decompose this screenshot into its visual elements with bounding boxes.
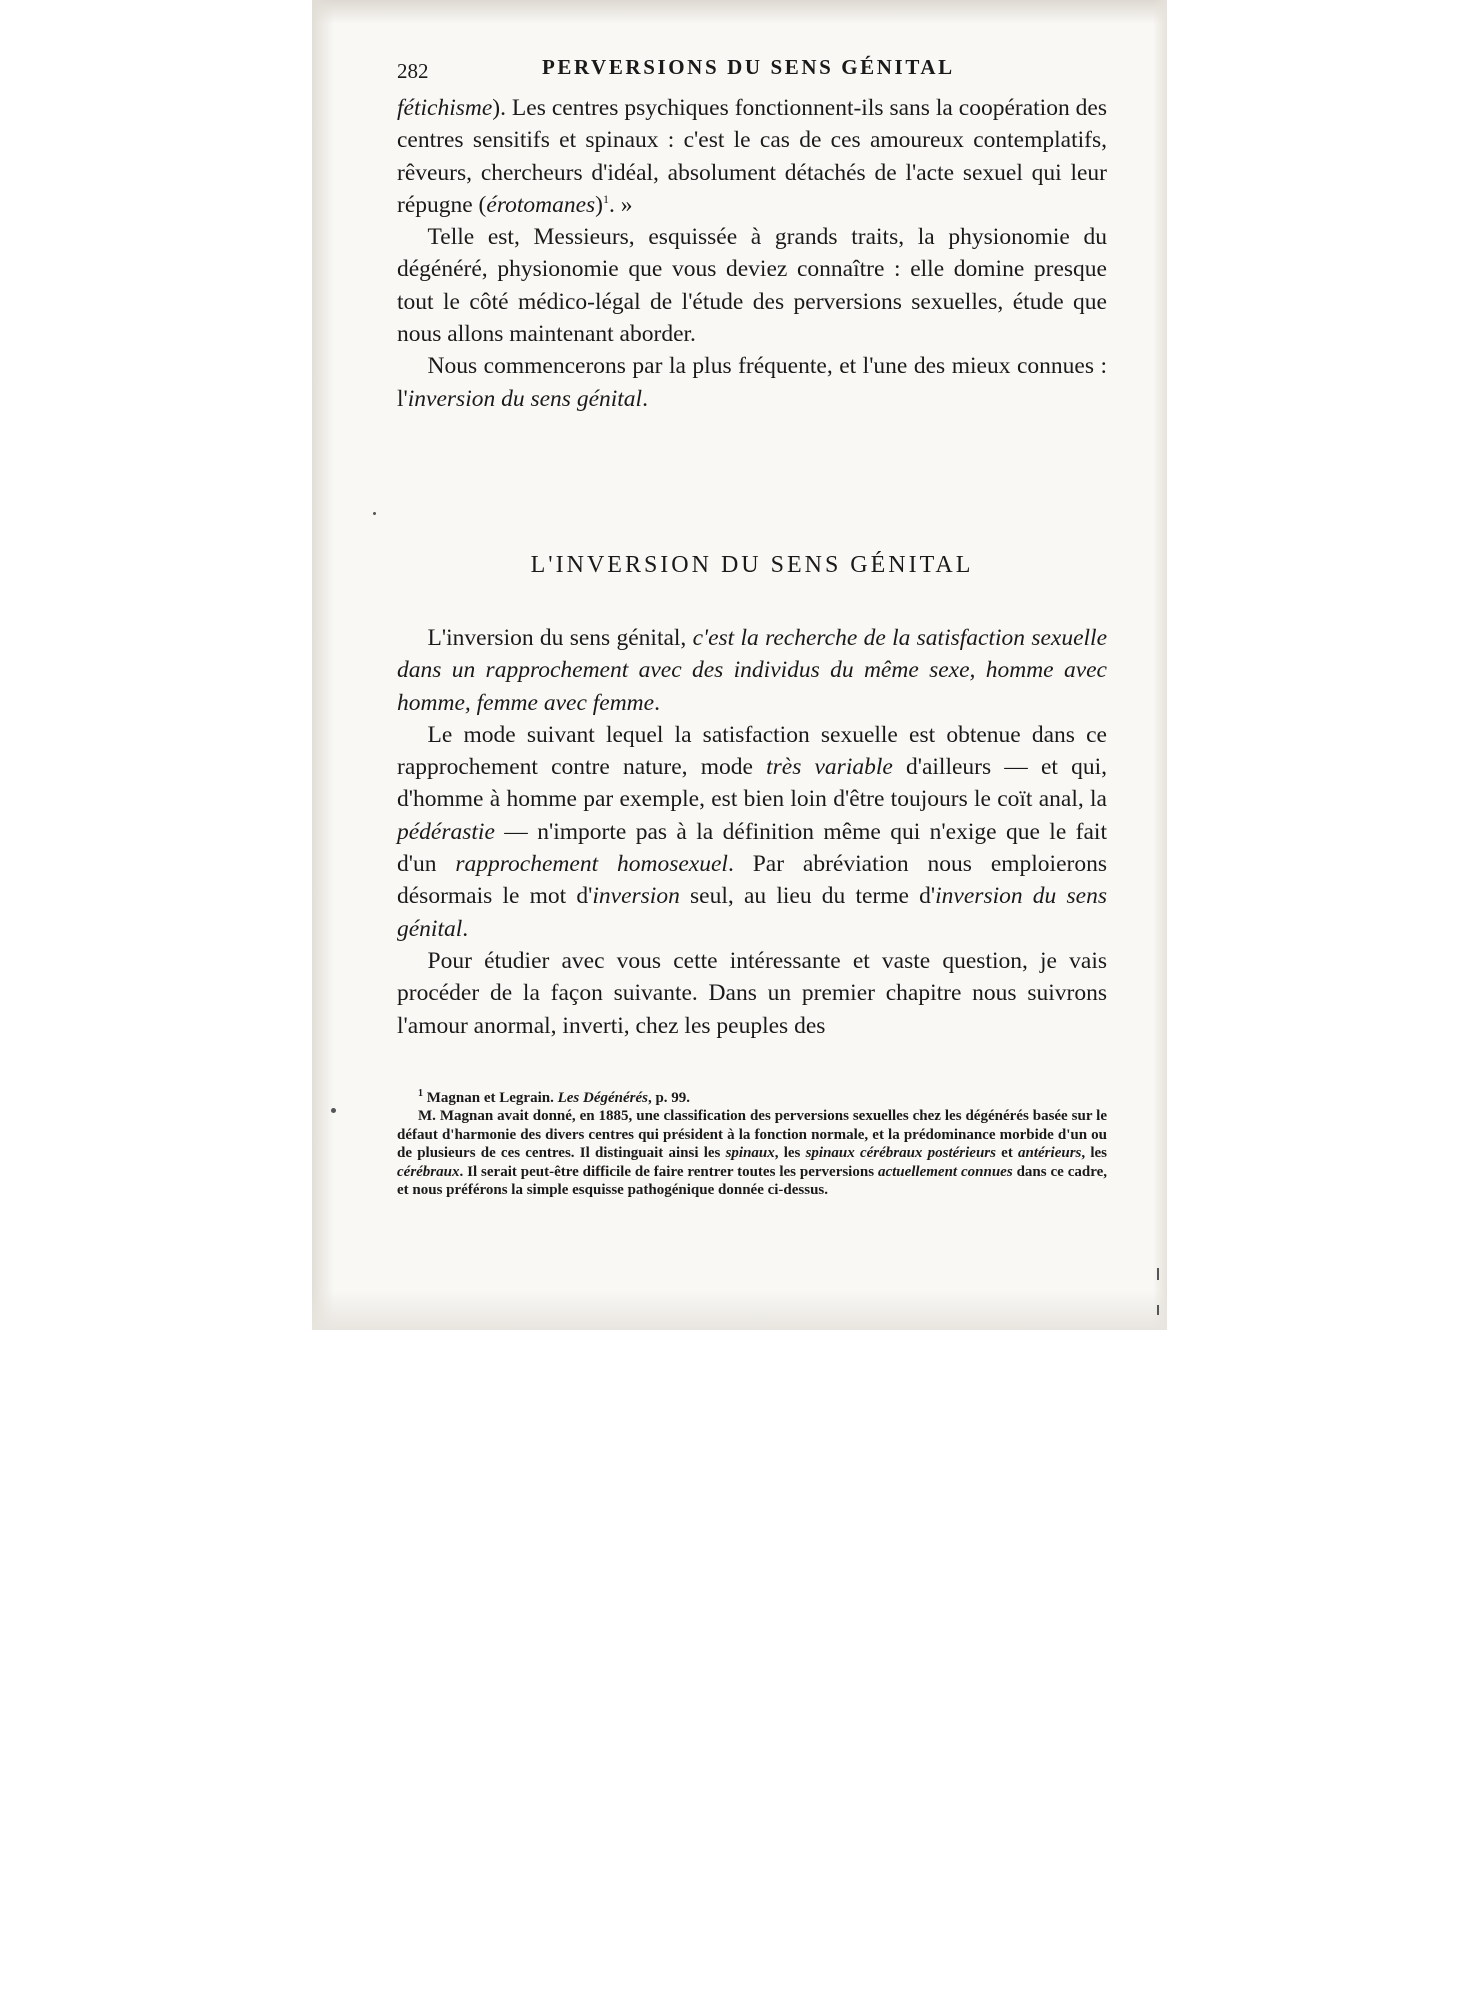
italic-definition: c'est la recherche de la satisfaction sexuelle dans un rapprochement avec des individus du même sexe, homme avec homme, femme avec femme [397,625,1108,716]
italic-term: actuellement connues [877,1163,1013,1180]
scanned-page [312,0,1167,1330]
text-run: ). Les centres psychiques fonctionnent-ils sans la coopération des centres sensitifs et spinaux : c'est le cas de ces amoureux contemplatifs, rêveurs, chercheurs d'idéal, absolument détachés de l'acte sexuel qui leur répugne ( [397,95,1107,218]
text-block-lower [397,622,1107,1042]
footnotes [397,1085,1107,1199]
italic-term: érotomanes [486,191,596,218]
section-heading: L'INVERSION DU SENS GÉNITAL [530,552,974,578]
text-run: Le mode suivant lequel la satisfaction sexuelle est obtenue dans ce rapprochement contre nature, mode [397,721,1107,781]
paragraph [397,350,1107,415]
paragraph [397,622,1107,719]
scan-edge-top [312,0,1167,24]
footnote [397,1085,1107,1107]
italic-term: inversion [592,883,680,910]
text-run: . Par abréviation nous emploierons désormais le mot d' [397,851,1107,910]
text-run: et [995,1145,1019,1162]
text-run: Pour étudier avec vous cette intéressante et vaste question, je vais procéder de la façon suivante. Dans un premier chapitre nous suivrons l'amour anormal, inverti, chez les peuples des [397,947,1107,1039]
text-run: Magnan et Legrain. [423,1090,558,1106]
paragraph [397,945,1107,1042]
text-run: . » [609,191,633,218]
text-run: M. Magnan avait donné, en 1885, une classification des perversions sexuelles chez les dégénérés basée sur le défaut d'harmonie des divers centres qui président à la fonction normale, et la prédominance morbide d'un ou de plusieurs de ces centres. Il distinguait ainsi les [397,1108,1107,1162]
text-run: . [654,689,660,716]
italic-term: fétichisme [397,95,493,121]
paragraph-continuation [397,92,1107,221]
italic-term: antérieurs [1018,1145,1082,1162]
text-run: . [642,385,648,412]
scan-edge-right [1153,0,1167,1330]
footnote [397,1107,1107,1199]
text-run: , les [774,1145,806,1162]
italic-term: pédérastie [397,818,495,845]
scan-edge-left [312,0,334,1330]
text-run: seul, au lieu du terme d' [679,883,936,910]
italic-term: spinaux cérébraux postérieurs [805,1145,996,1162]
text-run: Telle est, Messieurs, esquissée à grands traits, la physionomie du dégénéré, physionomie que vous deviez connaître : elle domine presque tout le côté médico-légal de l'étude des perversions sexuelles, étude que nous allons maintenant aborder. [397,224,1107,348]
italic-term: inversion du sens génital [397,883,1107,942]
page-number: 282 [397,59,429,83]
text-run: , p. 99. [647,1090,691,1106]
footnote-mark: 1 [418,1088,423,1099]
scan-edge-bottom [312,1290,1167,1330]
paragraph [397,719,1107,945]
scan-speck [373,512,376,515]
running-title: PERVERSIONS DU SENS GÉNITAL [542,55,955,79]
italic-term: très variable [766,754,893,781]
text-run: , les [1081,1145,1107,1162]
scan-speck [1157,1305,1159,1315]
italic-term: cérébraux [397,1163,460,1180]
paragraph [397,221,1107,350]
text-run: L'inversion du sens génital, [427,625,693,651]
text-run: . Il serait peut-être difficile de faire rentrer toutes les perversions [459,1163,878,1180]
text-run: Nous commencerons par la plus fréquente, et l'une des mieux connues : l' [397,353,1107,412]
text-run: . [462,915,469,942]
text-run: d'ailleurs — et qui, d'homme à homme par exemple, est bien loin d'être toujours le coït anal, la [397,754,1107,813]
running-head [397,55,1107,91]
footnote-reference: 1 [603,192,609,207]
text-run: dans ce cadre, et nous préférons la simple esquisse pathogénique donnée ci-dessus. [397,1163,1107,1199]
italic-title: Les Dégénérés [557,1090,648,1106]
text-run: ) [595,191,603,218]
text-run: — n'importe pas à la définition même qui n'exige que le fait d'un [397,818,1107,878]
italic-term: inversion du sens génital [407,385,643,412]
text-block-upper [397,92,1107,415]
scan-speck [1157,1268,1159,1280]
italic-term: spinaux [725,1145,775,1162]
scan-speck [331,1108,336,1113]
italic-term: rapprochement homosexuel [455,851,728,878]
